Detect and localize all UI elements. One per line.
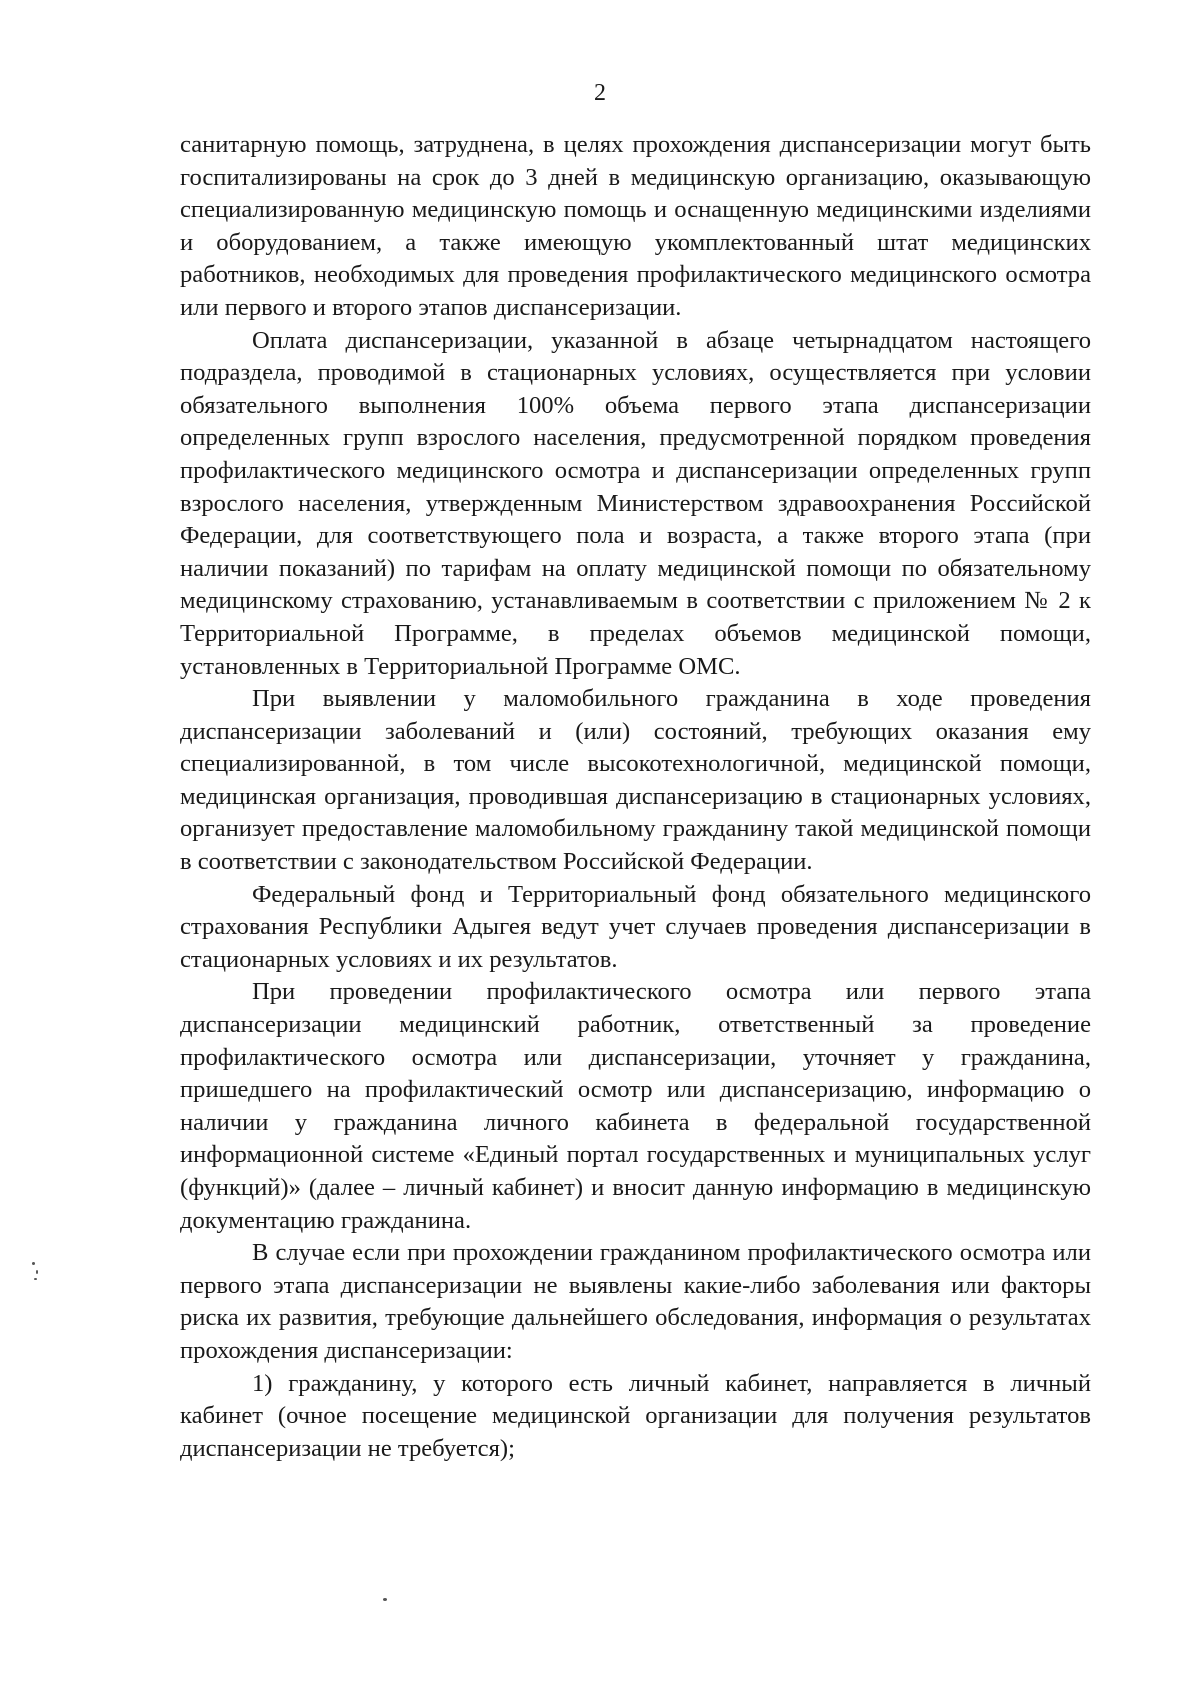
scan-speck — [383, 1598, 387, 1601]
paragraph-payment: Оплата диспансеризации, указанной в абзаце четырнадцатом настоящего подраздела, проводимой в стационарных условиях, осуществляется при условии обязательного выполнения 100% объема первого этапа диспансеризации определенных групп взрослого населения, предусмотренной порядком проведения профилактического медицинского осмотра и диспансеризации определенных групп взрослого населения, утвержденным Министерством здравоохранения Российской Федерации, для соответствующего пола и возраста, а также второго этапа (при наличии показаний) по тарифам на оплату медицинской помощи по обязательному медицинскому страхованию, устанавливаемым в соответствии с приложением № 2 к Территориальной Программе, в пределах объемов медицинской помощи, установленных в Территориальной Программе ОМС. — [180, 326, 1091, 680]
page-number: 2 — [594, 80, 606, 106]
paragraph-no-findings: В случае если при прохождении гражданином профилактического осмотра или первого этапа диспансеризации не выявлены какие-либо заболевания или факторы риска их развития, требующие дальнейшего обследования, информация о результатах прохождения диспансеризации: — [180, 1239, 1091, 1364]
scan-speck — [34, 1278, 37, 1280]
scan-speck — [32, 1262, 35, 1265]
paragraph-low-mobility: При выявлении у маломобильного гражданина в ходе проведения диспансеризации заболеваний и (или) состояний, требующих оказания ему специализированной, в том числе высокотехнологичной, медицинской помощи, медицинская организация, проводившая диспансеризацию в стационарных условиях, организует предоставление маломобильному гражданину такой медицинской помощи в соответствии с законодательством Российской Федерации. — [180, 685, 1091, 876]
scan-speck — [36, 1270, 38, 1274]
paragraph-hospitalization: санитарную помощь, затруднена, в целях прохождения диспансеризации могут быть госпитализированы на срок до 3 дней в медицинскую организацию, оказывающую специализированную медицинскую помощь и оснащенную медицинскими изделиями и оборудованием, а также имеющую укомплектованный штат медицинских работников, необходимых для проведения профилактического медицинского осмотра или первого и второго этапов диспансеризации. — [180, 131, 1091, 321]
list-item-1: 1) гражданину, у которого есть личный кабинет, направляется в личный кабинет (очное посещение медицинской организации для получения результатов диспансеризации не требуется); — [180, 1369, 1091, 1462]
document-body — [180, 129, 1091, 1465]
paragraph-funds-accounting: Федеральный фонд и Территориальный фонд обязательного медицинского страхования Республики Адыгея ведут учет случаев проведения диспансеризации в стационарных условиях и их результатов. — [180, 880, 1091, 973]
paragraph-personal-account: При проведении профилактического осмотра или первого этапа диспансеризации медицинский работник, ответственный за проведение профилактического осмотра или диспансеризации, уточняет у гражданина, пришедшего на профилактический осмотр или диспансеризацию, информацию о наличии у гражданина личного кабинета в федеральной государственной информационной системе «Единый портал государственных и муниципальных услуг (функций)» (далее – личный кабинет) и вносит данную информацию в медицинскую документацию гражданина. — [180, 978, 1091, 1234]
